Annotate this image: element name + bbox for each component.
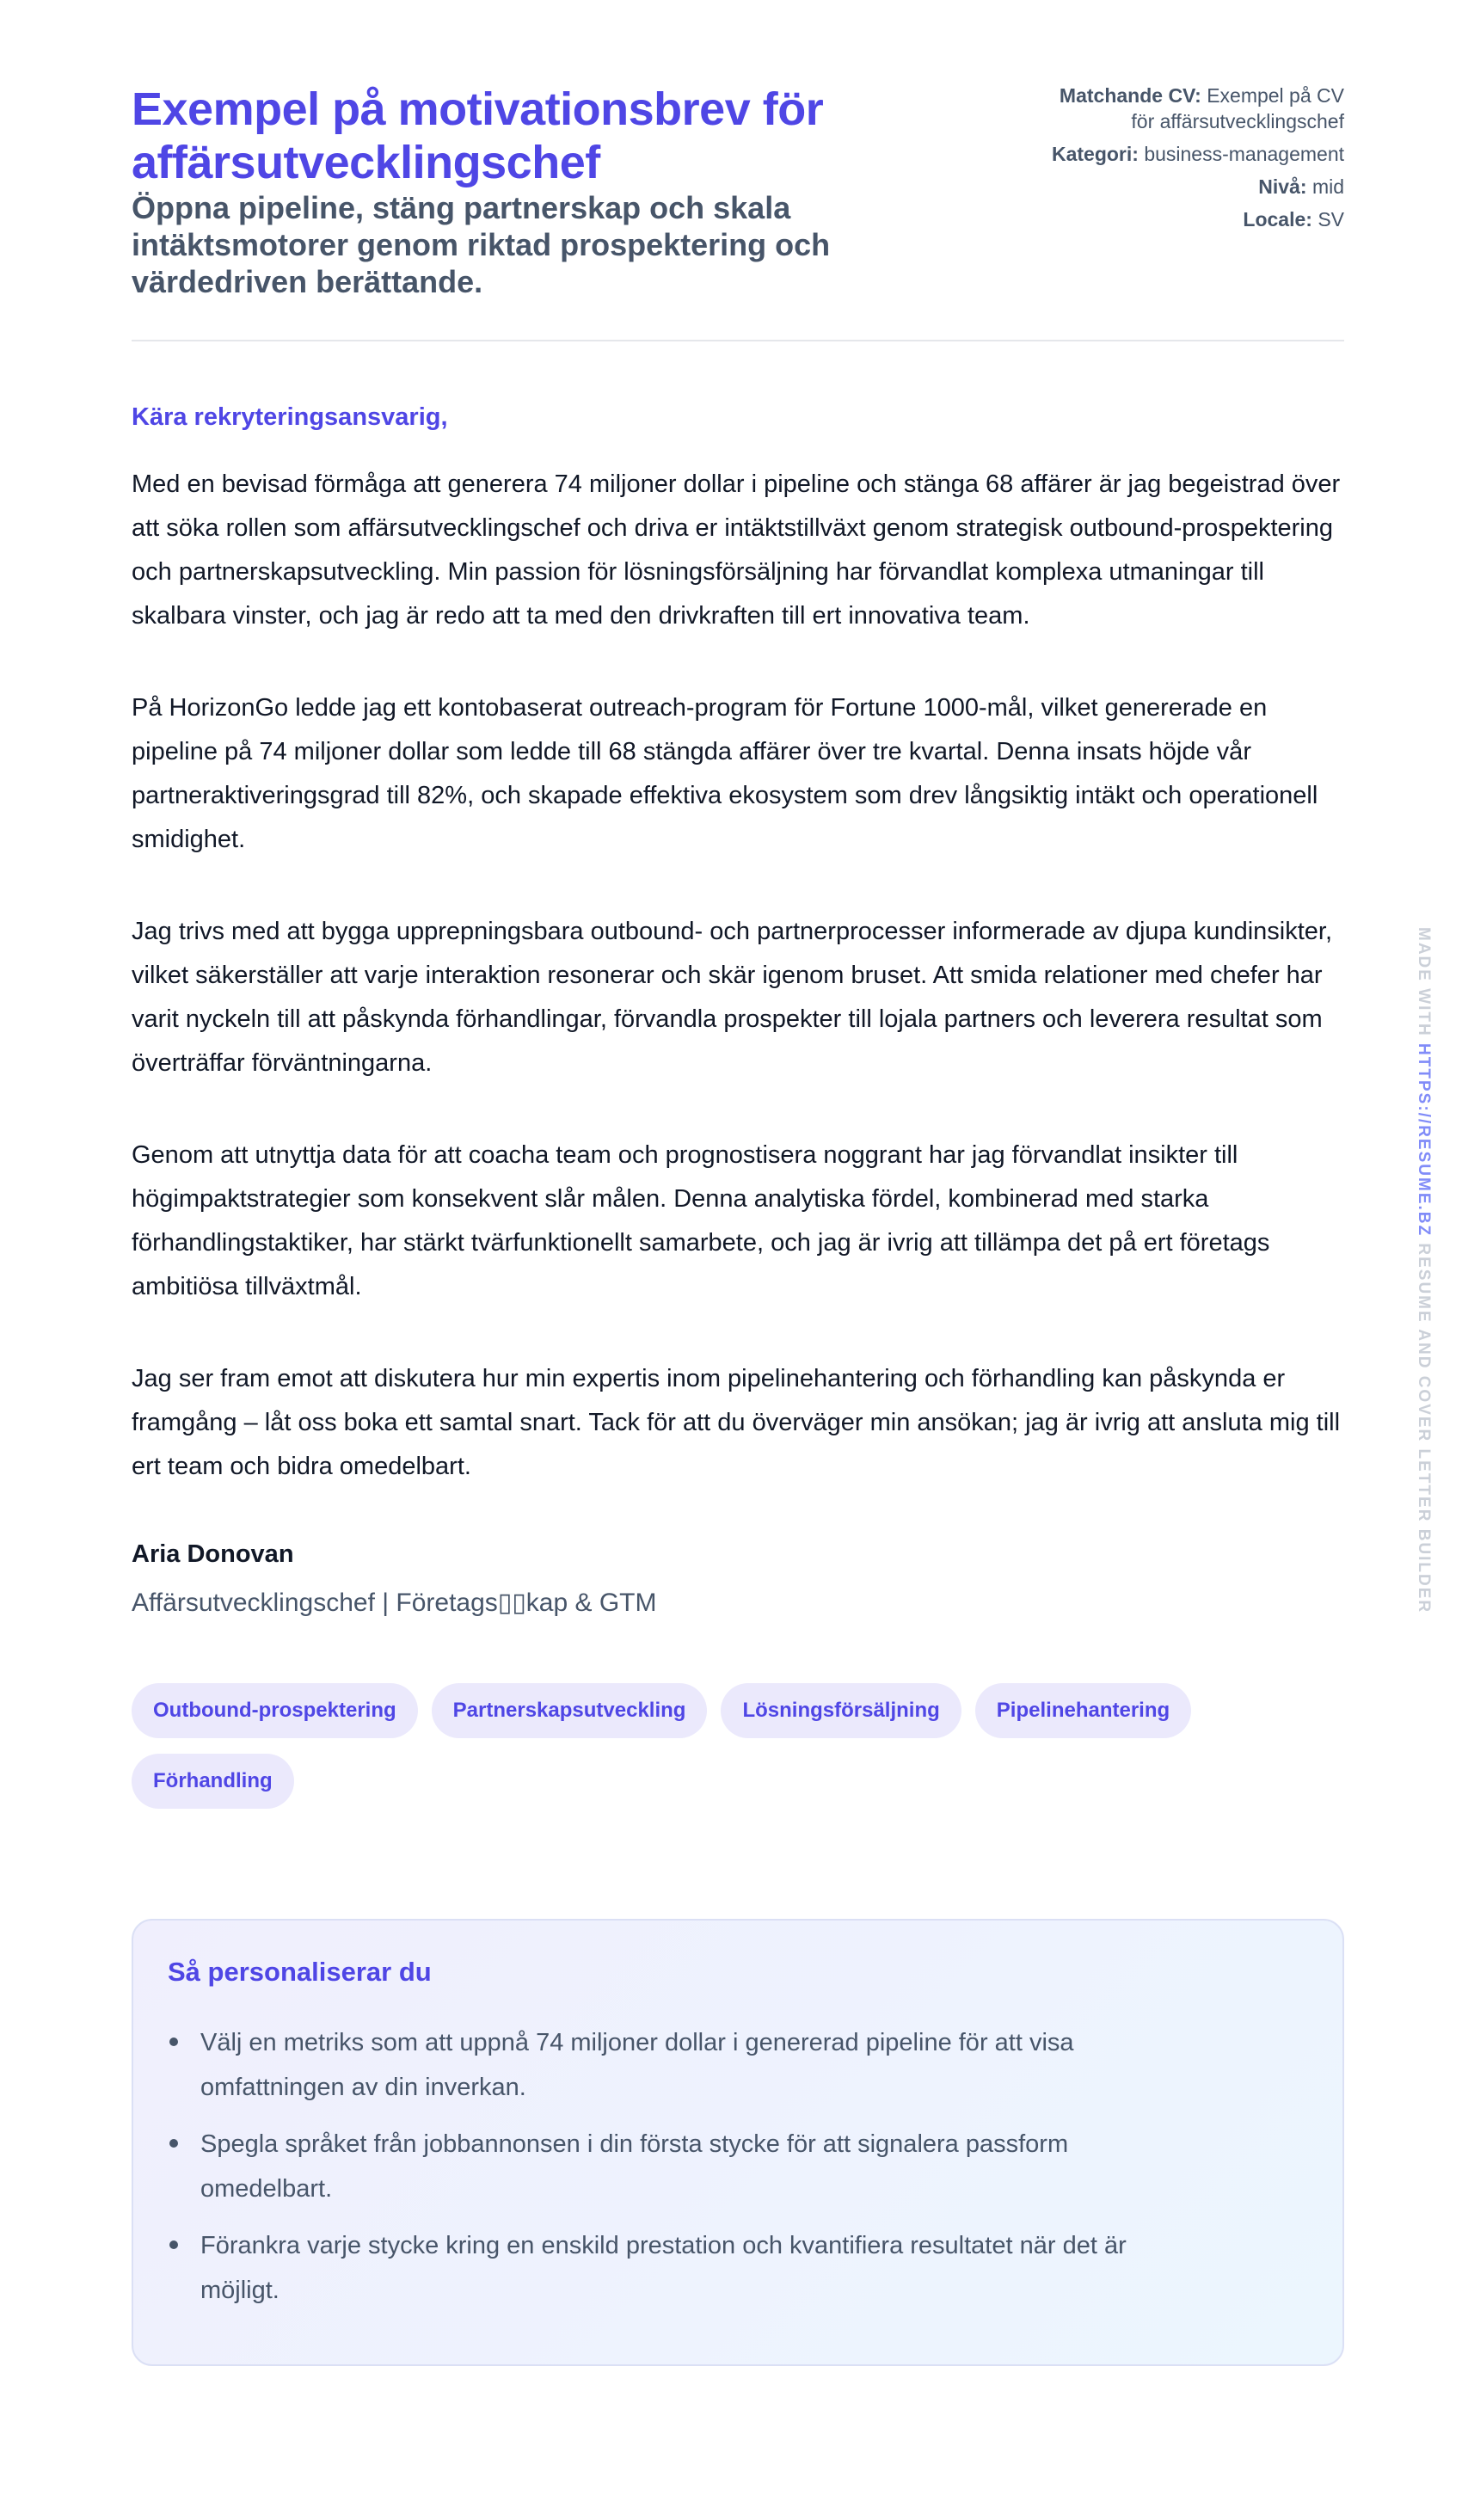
credit-suffix: RESUME AND COVER LETTER BUILDER [1415,1237,1433,1614]
skill-tag: Förhandling [132,1754,294,1809]
letter-paragraph: På HorizonGo ledde jag ett kontobaserat outreach-program för Fortune 1000-mål, vilket genererade en pipeline på 74 miljoner dollar som ledde till 68 stängda affärer över tre kvartal. Denna insats höjde vår partneraktiveringsgrad till 82%, och skapade effektiva ekosystem som drev långsiktig intäkt och operationell smidighet. [132,694,1318,853]
letter-paragraph: Jag trivs med att bygga upprepningsbara outbound- och partnerprocesser informerade av djupa kundinsikter, vilket säkerställer att varje interaktion resonerar och skär igenom bruset. Att smida relationer med chefer har varit nyckeln till att påskynda förhandlingar, förvandla prospekter till lojala partners och leverera resultat som överträffar förväntningarna. [132,918,1333,1077]
meta-value: mid [1312,175,1344,198]
skill-tag: Partnerskapsutveckling [432,1683,708,1738]
tip-text: Spegla språket från jobbannonsen i din första stycke för att signalera passform omedelbart. [200,2130,1069,2203]
letter-body [132,463,1344,1489]
tips-title: Så personaliserar du [168,1957,432,1987]
letter-paragraph: Genom att utnyttja data för att coacha team och prognostisera noggrant har jag förvandlat insikter till högimpaktstrategier som konsekvent slår målen. Denna analytiska fördel, kombinerad med starka förhandlingstaktiker, har stärkt tvärfunktionellt samarbete, och jag är ivrig att tillämpa det på ert företags ambitiösa tillväxtmål. [132,1141,1270,1300]
skill-tag: Lösningsförsäljning [721,1683,961,1738]
meta-key: Locale: [1243,208,1312,230]
cover-letter-page [132,83,1344,2366]
meta-value: SV [1318,208,1344,230]
personalization-tips-box [132,1919,1344,2366]
meta-key: Nivå: [1258,175,1307,198]
meta-key: Matchande CV: [1059,84,1201,107]
tip-text: Välj en metriks som att uppnå 74 miljoner dollar i genererad pipeline för att visa omfattningen av din inverkan. [200,2029,1074,2101]
tip-item [168,2122,1308,2211]
letter-paragraph: Jag ser fram emot att diskutera hur min expertis inom pipelinehantering och förhandling kan påskynda er framgång – låt oss boka ett samtal snart. Tack för att du överväger min ansökan; jag är ivrig att ansluta mig till ert team och bidra omedelbart. [132,1365,1341,1480]
skill-tag: Outbound-prospektering [132,1683,418,1738]
side-credit [1407,927,1433,1632]
tip-item [168,2020,1308,2110]
skill-tags [132,1683,1267,1809]
meta-category [1035,141,1344,167]
skill-tag: Pipelinehantering [975,1683,1191,1738]
meta-matching-cv [1035,83,1344,134]
signature-title: Affärsutvecklingschef | Företags▯▯kap & GTM [132,1589,657,1617]
meta-value: Exempel på CV för affärsutvecklingschef [1131,84,1344,132]
meta-info [1035,83,1344,239]
meta-level [1035,174,1344,200]
credit-link[interactable]: HTTPS://RESUME.BZ [1415,1043,1433,1238]
tips-list [168,2020,1308,2313]
letter-paragraph: Med en bevisad förmåga att generera 74 miljoner dollar i pipeline och stänga 68 affärer är jag begeistrad över att söka rollen som affärsutvecklingschef och driva er intäktstillväxt genom strategisk outbound-prospektering och partnerskapsutveckling. Min passion för lösningsförsäljning har förvandlat komplexa utmaningar till skalbara vinster, och jag är redo att ta med den drivkraften till ert innovativa team. [132,470,1341,630]
credit-prefix: MADE WITH [1415,927,1433,1044]
letter-salutation: Kära rekryteringsansvarig, [132,403,448,431]
page-subtitle: Öppna pipeline, stäng partnerskap och skala intäktsmotorer genom riktad prospektering och värdedriven berättande. [132,190,831,299]
bullet-icon [169,2139,178,2148]
bullet-icon [169,2038,178,2046]
meta-locale [1035,206,1344,232]
header-title-block [132,83,906,300]
bullet-icon [169,2240,178,2249]
meta-key: Kategori: [1051,143,1139,165]
meta-value: business-management [1144,143,1344,165]
tip-item [168,2223,1308,2313]
page-title: Exempel på motivationsbrev för affärsutvecklingschef [132,83,824,188]
letter-signature [132,1540,1344,1618]
tip-text: Förankra varje stycke kring en enskild prestation och kvantifiera resultatet när det är möjligt. [200,2232,1127,2304]
signature-name: Aria Donovan [132,1540,294,1568]
page-header [132,83,1344,341]
